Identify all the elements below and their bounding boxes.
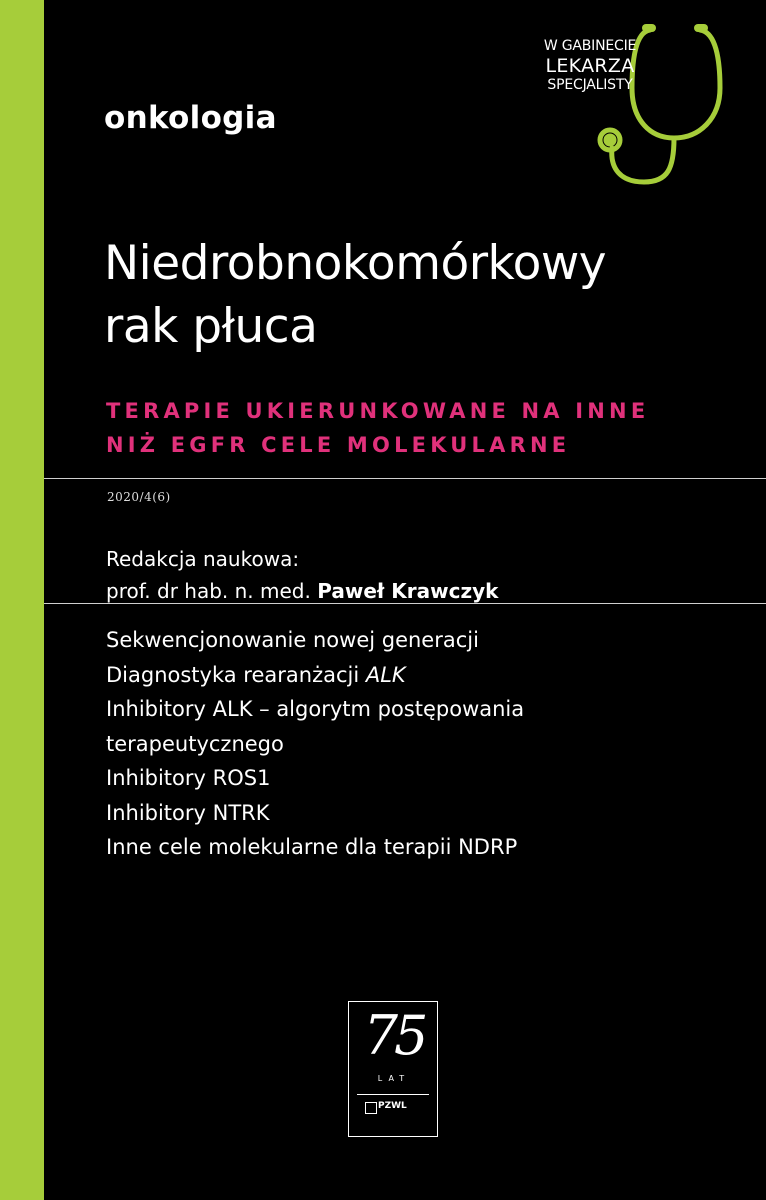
topic-text: Sekwencjonowanie nowej generacji bbox=[106, 628, 479, 652]
topic-list bbox=[106, 623, 524, 865]
badge-divider bbox=[357, 1094, 429, 1095]
topic-text: Inhibitory ROS1 bbox=[106, 766, 271, 790]
topic-text: terapeutycznego bbox=[106, 731, 284, 756]
topic-item bbox=[106, 692, 524, 727]
divider-top bbox=[44, 478, 766, 479]
topic-text: Inne cele molekularne dla terapii NDRP bbox=[106, 835, 518, 859]
topic-item bbox=[106, 623, 524, 658]
series-brand bbox=[535, 38, 645, 94]
topic-item bbox=[106, 761, 524, 796]
topic-item bbox=[106, 658, 524, 693]
topic-text: Inhibitory ALK – algorytm postępowania bbox=[106, 697, 525, 721]
topic-item bbox=[106, 830, 524, 865]
editor-block bbox=[106, 543, 498, 607]
subtitle-line-1: TERAPIE UKIERUNKOWANE NA INNE bbox=[106, 399, 650, 423]
publisher-name: PZWL bbox=[378, 1101, 407, 1111]
green-side-bar bbox=[0, 0, 44, 1200]
subtitle-line-2: NIŻ EGFR CELE MOLEKULARNE bbox=[106, 433, 571, 457]
publisher-logo bbox=[365, 1101, 425, 1115]
book-subtitle bbox=[106, 394, 649, 462]
topic-italic-term: ALK bbox=[365, 662, 406, 687]
divider-bottom bbox=[44, 603, 766, 604]
issue-number: 2020/4(6) bbox=[107, 490, 171, 504]
anniversary-badge bbox=[348, 1001, 438, 1137]
editor-label: Redakcja naukowa: bbox=[106, 547, 300, 571]
book-title bbox=[104, 232, 606, 358]
brand-line-3: SPECJALISTY bbox=[547, 77, 633, 93]
series-label: onkologia bbox=[104, 100, 277, 136]
topic-text: Diagnostyka rearanżacji bbox=[106, 662, 366, 687]
topic-item bbox=[106, 727, 524, 762]
publisher-mark-icon bbox=[365, 1102, 377, 1114]
topic-text: Inhibitory NTRK bbox=[106, 800, 270, 825]
topic-item bbox=[106, 796, 524, 831]
editor-name: Paweł Krawczyk bbox=[317, 579, 499, 603]
editor-prefix: prof. dr hab. n. med. bbox=[106, 579, 311, 603]
brand-line-1: W GABINECIE bbox=[543, 38, 637, 54]
brand-line-2: LEKARZA bbox=[545, 55, 635, 77]
title-line-1: Niedrobnokomórkowy bbox=[104, 236, 607, 291]
badge-label: LAT bbox=[377, 1074, 411, 1083]
badge-number: 75 bbox=[363, 1004, 425, 1067]
title-line-2: rak płuca bbox=[104, 299, 318, 354]
